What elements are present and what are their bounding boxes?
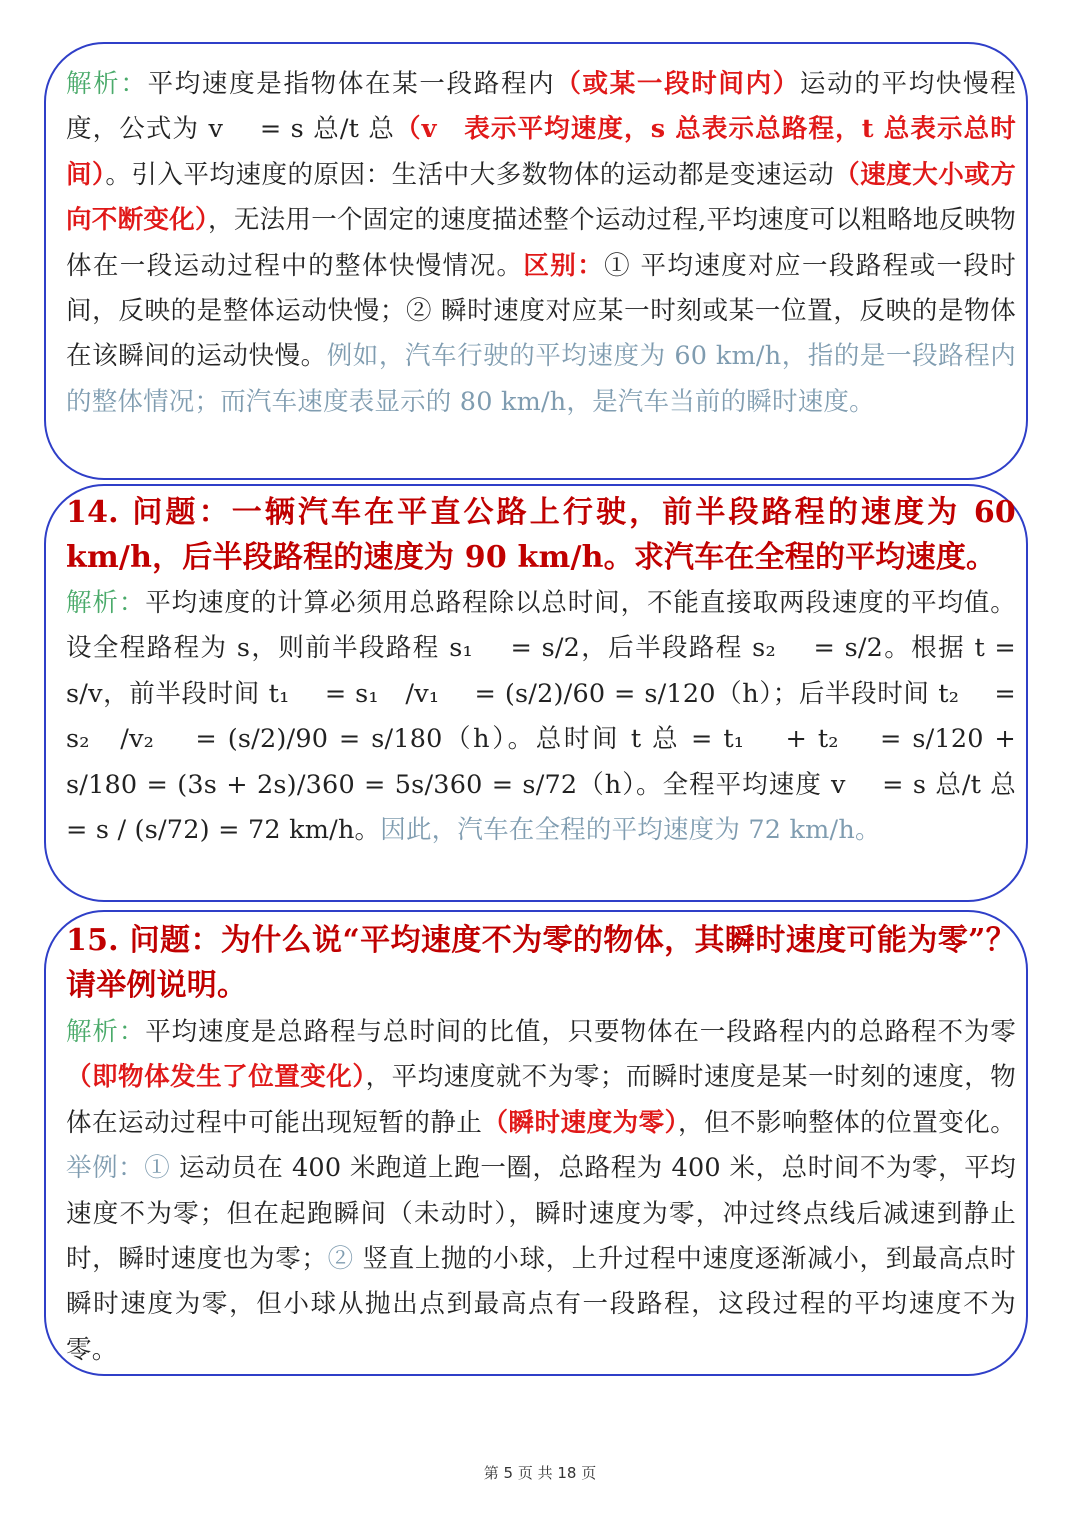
- text-segment: 平均速度是总路程与总时间的比值，只要物体在一段路程内的总路程不为零: [145, 1017, 1016, 1047]
- text-segment: 平均速度的计算必须用总路程除以总时间，不能直接取两段速度的平均值。设全程路程为 s，则前半段路程 s₁ = s/2，后半段路程 s₂ = s/2。根据 t = s/v，前半段时间 t₁ = s₁ /v₁ = (s/2)/60 = s/120（h）；后半段时间 t₂ = s₂ /v₂ = (s/2)/90 = s/180（h）。总时间 t 总 = t₁ + t₂ = s/120 + s/180 = (3s + 2s)/360 = 5s/360 = s/72（h）。全程平均速度 v = s 总/t 总 = s / (s/72) = 72 km/h。: [66, 588, 1016, 846]
- question-14-title: 14. 问题：一辆汽车在平直公路上行驶，前半段路程的速度为 60 km/h，后半段路程的速度为 90 km/h。求汽车在全程的平均速度。: [66, 495, 1016, 575]
- text-segment: ① 平均速度对应一段路程或一段时间，反映的是整体运动快慢；② 瞬时速度对应某一时刻或某一位置，反映的是物体在该瞬间的运动快慢。: [66, 250, 1016, 372]
- text-segment: 竖直上抛的小球，上升过程中速度逐渐减小，到最高点时瞬时速度为零，但小球从抛出点到最高点有一段路程，这段过程的平均速度不为零。: [66, 1244, 1016, 1365]
- highlight-text: （或某一段时间内）: [555, 69, 800, 99]
- explanation-block-1: [66, 62, 1016, 425]
- page-footer: 第 5 页 共 18 页: [483, 1464, 597, 1482]
- text-segment: ，但不影响整体的位置变化。: [677, 1107, 1016, 1138]
- text-segment: 运动员在 400 米跑道上跑一圈，总路程为 400 米，总时间不为零，平均速度不为零；但在起跑瞬间（未动时），瞬时速度为零，冲过终点线后减速到静止时，瞬时速度也为零；: [66, 1153, 1016, 1275]
- highlight-text: （速度大小或方向不断变化）: [66, 159, 1016, 236]
- example-label: 举例：①: [66, 1153, 171, 1184]
- analysis-label: 解析：: [66, 1017, 146, 1047]
- text-segment: 。引入平均速度的原因：生活中大多数物体的运动都是变速运动: [105, 159, 835, 190]
- question-15-title: 15. 问题：为什么说“平均速度不为零的物体，其瞬时速度可能为零”？请举例说明。: [66, 923, 1016, 1003]
- example-number: ②: [327, 1244, 354, 1275]
- highlight-text: （瞬时速度为零）: [482, 1107, 678, 1138]
- highlight-text: （v 表示平均速度，s 总表示总路程，t 总表示总时间）: [66, 114, 1016, 190]
- analysis-label: 解析：: [66, 69, 148, 99]
- example-text: 例如，汽车行驶的平均速度为 60 km/h，指的是一段路程内的整体情况；而汽车速度表显示的 80 km/h，是汽车当前的瞬时速度。: [66, 341, 1016, 417]
- analysis-label: 解析：: [66, 588, 146, 618]
- highlight-text: （即物体发生了位置变化）: [66, 1062, 366, 1093]
- text-segment: ，平均速度就不为零；而瞬时速度是某一时刻的速度，物体在运动过程中可能出现短暂的静止: [66, 1062, 1016, 1138]
- answer-15: [66, 1010, 1016, 1373]
- difference-label: 区别：: [523, 250, 605, 281]
- conclusion-text: 因此，汽车在全程的平均速度为 72 km/h。: [380, 815, 881, 846]
- text-segment: 平均速度是指物体在某一段路程内: [147, 69, 556, 99]
- text-segment: ，无法用一个固定的速度描述整个运动过程,平均速度可以粗略地反映物体在一段运动过程中的整体快慢情况。: [66, 205, 1016, 281]
- text-segment: 运动的平均快慢程度，公式为 v = s 总/t 总: [66, 69, 1016, 145]
- answer-14: [66, 581, 1016, 853]
